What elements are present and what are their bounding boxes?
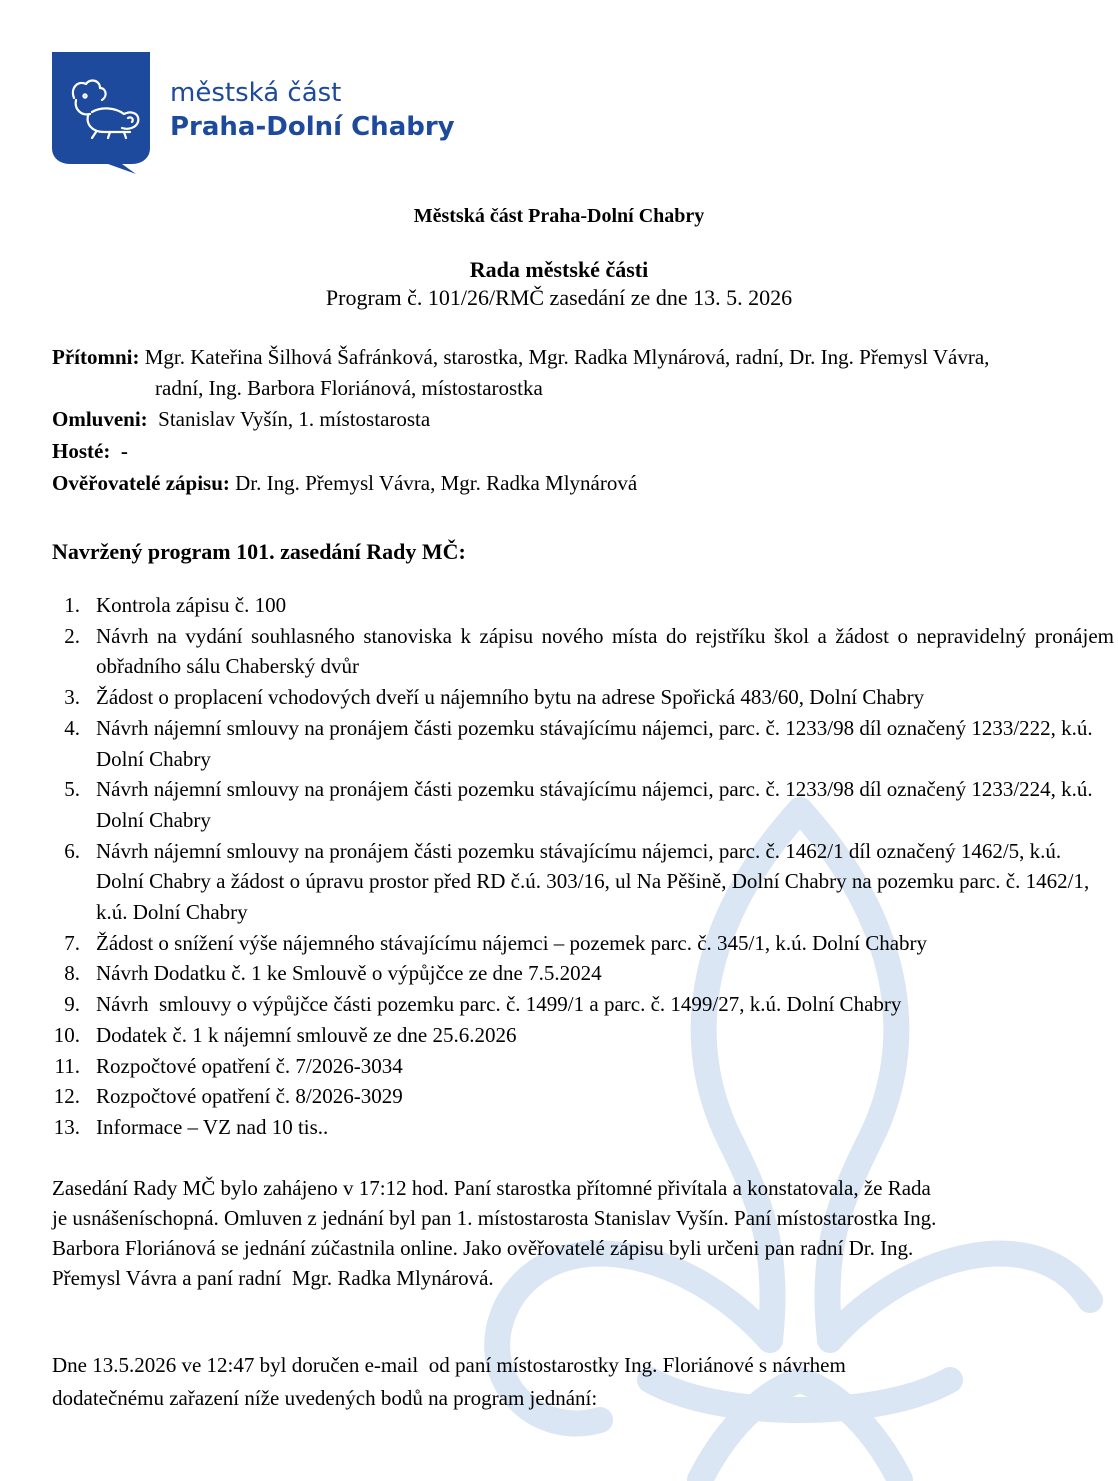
item-text: Návrh Dodatku č. 1 ke Smlouvě o výpůjčce ze dne 7.5.2024: [96, 961, 602, 986]
item-number: 10.: [53, 1022, 80, 1047]
item-text: Rozpočtové opatření č. 8/2026-3029: [96, 1084, 403, 1109]
item-text: Kontrola zápisu č. 100: [96, 593, 287, 617]
item-number: 4.: [64, 715, 80, 740]
item-text: Návrh smlouvy o výpůjčce části pozemku parc. č. 1499/1 a parc. č. 1499/27, k.ú. Dolní Chabry: [96, 992, 902, 1017]
council-title: Rada městské části: [469, 257, 649, 282]
item-text: Návrh nájemní smlouvy na pronájem části pozemku stávajícímu nájemci, parc. č. 1233/98 díl označený 1233/224, k.ú. Dolní Chabry: [96, 777, 1093, 832]
excused-row: [52, 407, 430, 432]
item-text: Informace – VZ nad 10 tis..: [96, 1114, 329, 1139]
opening-paragraph: [52, 1173, 1114, 1293]
item-text: Dodatek č. 1 k nájemní smlouvě ze dne 25.6.2026: [96, 1022, 517, 1047]
item-number: 13.: [53, 1114, 80, 1139]
guests-row: [52, 439, 128, 464]
item-number: 9.: [64, 992, 80, 1017]
list-item: [52, 774, 1114, 835]
item-number: 1.: [64, 593, 80, 617]
list-item: [52, 989, 1114, 1020]
opening-line-3: Barbora Floriánová se jednání zúčastnila online. Jako ověřovatelé zápisu byli určeni pan radní Dr. Ing.: [52, 1236, 914, 1260]
item-number: 6.: [64, 838, 80, 863]
verifiers-label: Ověřovatelé zápisu:: [52, 471, 230, 495]
present-names-line2: radní, Ing. Barbora Floriánová, místostarostka: [155, 376, 543, 400]
list-item: [52, 1112, 1114, 1143]
present-row: [52, 345, 989, 370]
item-text: Návrh na vydání souhlasného stanoviska k zápisu nového místa do rejstříku škol a žádost o nepravidelný pronájem obřadního sálu Chaberský dvůr: [96, 623, 1114, 679]
email-note-paragraph: [52, 1349, 1114, 1415]
program-heading: Navržený program 101. zasedání Rady MČ:: [52, 539, 466, 564]
guests-label: Hosté:: [52, 439, 111, 463]
item-text: Návrh nájemní smlouvy na pronájem části pozemku stávajícímu nájemci, parc. č. 1233/98 díl označený 1233/222, k.ú. Dolní Chabry: [96, 715, 1093, 771]
item-text: Žádost o snížení výše nájemného stávajícímu nájemci – pozemek parc. č. 345/1, k.ú. Dolní Chabry: [96, 930, 928, 955]
logo-text-line1: městská část: [170, 78, 342, 108]
list-item: [52, 621, 1114, 682]
list-item: [52, 928, 1114, 959]
opening-line-1: Zasedání Rady MČ bylo zahájeno v 17:12 hod. Paní starostka přítomné přivítala a konstatovala, že Rada: [52, 1176, 931, 1200]
verifiers-names: Dr. Ing. Přemysl Vávra, Mgr. Radka Mlynárová: [235, 471, 638, 495]
agenda-list: [52, 590, 1114, 1143]
list-item: [52, 1081, 1114, 1112]
guests-value: -: [120, 439, 128, 463]
item-number: 8.: [64, 961, 80, 986]
email-note-line-1: Dne 13.5.2026 ve 12:47 byl doručen e-mail od paní místostarostky Ing. Floriánové s návrhem: [52, 1353, 846, 1377]
item-text: Rozpočtové opatření č. 7/2026-3034: [96, 1053, 403, 1078]
logo-text-line2: Praha-Dolní Chabry: [170, 112, 455, 142]
item-text: Žádost o proplacení vchodových dveří u nájemního bytu na adrese Spořická 483/60, Dolní Chabry: [96, 685, 925, 710]
list-item: [52, 958, 1114, 989]
list-item: [52, 590, 1114, 621]
item-number: 11.: [54, 1053, 80, 1078]
institution-name: Městská část Praha-Dolní Chabry: [413, 205, 705, 227]
email-note-line-2: dodatečnému zařazení níže uvedených bodů na program jednání:: [52, 1386, 598, 1410]
program-title: Program č. 101/26/RMČ zasedání ze dne 13. 5. 2026: [325, 285, 793, 310]
excused-names: Stanislav Vyšín, 1. místostarosta: [158, 407, 431, 431]
logo: [52, 52, 472, 174]
lamb-icon: [52, 52, 150, 174]
list-item: [52, 1020, 1114, 1051]
item-text: Návrh nájemní smlouvy na pronájem části pozemku stávajícímu nájemci, parc. č. 1462/1 díl označený 1462/5, k.ú. Dolní Chabry a žádost o úpravu prostor před RD č.ú. 303/16, ul Na Pěšině, Dolní Chabry na pozemku parc. č. 1462/1, k.ú. Dolní Chabry: [96, 838, 1090, 925]
opening-line-4: Přemysl Vávra a paní radní Mgr. Radka Mlynárová.: [52, 1266, 494, 1290]
present-names-line1: Mgr. Kateřina Šilhová Šafránková, starostka, Mgr. Radka Mlynárová, radní, Dr. Ing. Přemysl Vávra,: [144, 345, 990, 369]
opening-line-2: je usnášeníschopná. Omluven z jednání byl pan 1. místostarosta Stanislav Vyšín. Paní místostarostka Ing.: [52, 1206, 937, 1230]
item-number: 12.: [53, 1084, 80, 1109]
item-number: 7.: [64, 930, 80, 955]
present-label: Přítomni:: [52, 345, 140, 369]
item-number: 5.: [64, 777, 80, 802]
item-number: 2.: [64, 623, 80, 648]
verifiers-row: [52, 471, 637, 496]
list-item: [52, 713, 1114, 774]
excused-label: Omluveni:: [52, 407, 148, 431]
list-item: [52, 836, 1114, 928]
list-item: [52, 682, 1114, 713]
list-item: [52, 1051, 1114, 1082]
item-number: 3.: [64, 685, 80, 710]
